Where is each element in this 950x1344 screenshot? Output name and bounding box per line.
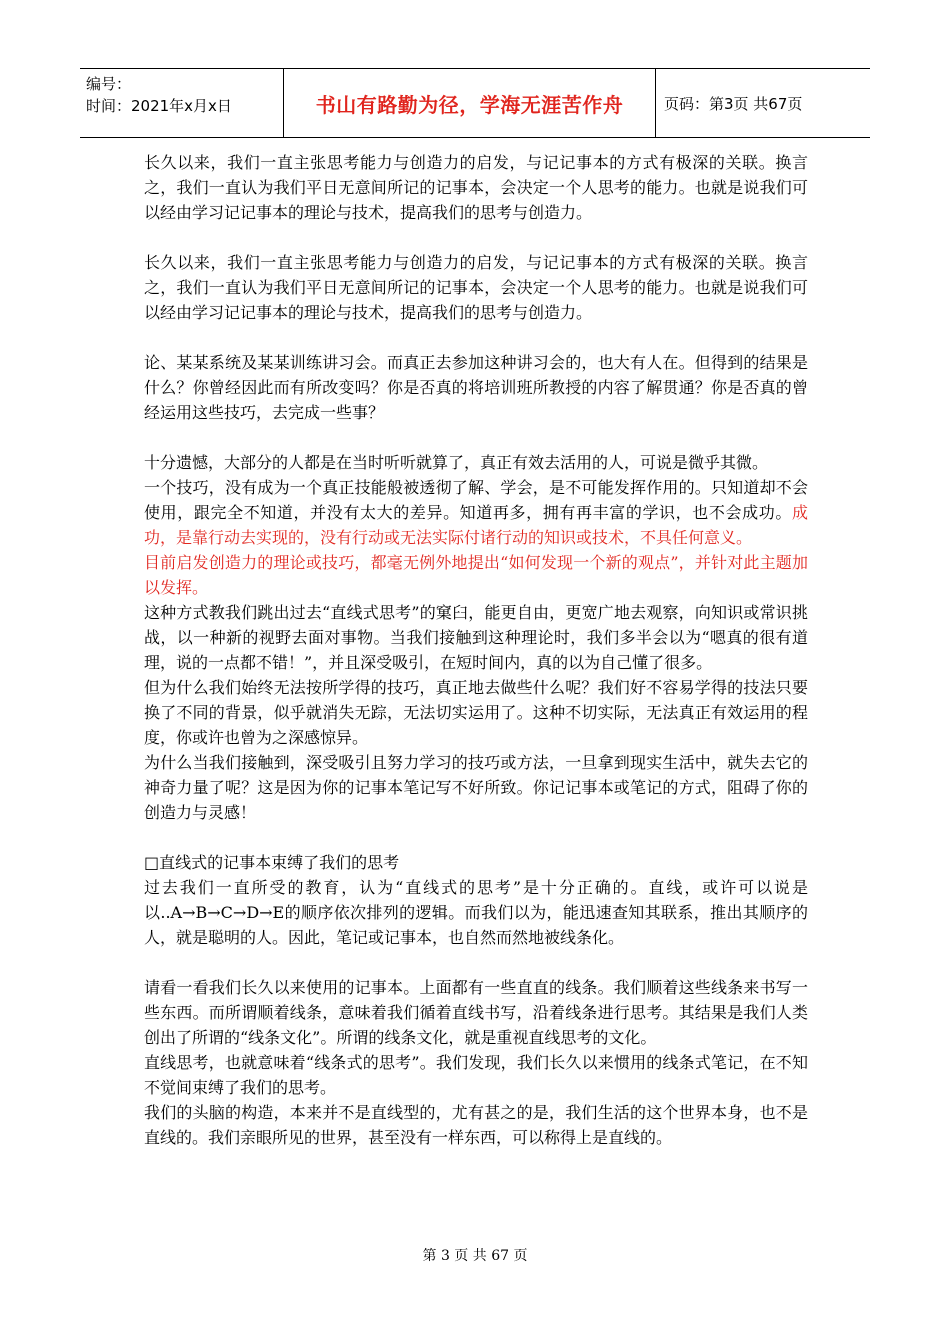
page-footer (0, 1245, 950, 1265)
paragraph: 我们的头脑的构造，本来并不是直线型的，尤有甚之的是，我们生活的这个世界本身，也不是直线的。我们亲眼所见的世界，甚至没有一样东西，可以称得上是直线的。 (144, 1103, 808, 1147)
header-motto-cell (283, 69, 656, 137)
paragraph: 长久以来，我们一直主张思考能力与创造力的启发，与记记事本的方式有极深的关联。换言之，我们一直认为我们平日无意间所记的记事本，会决定一个人思考的能力。也就是说我们可以经由学习记记事本的理论与技术，提高我们的思考与创造力。 (144, 153, 808, 222)
footer-page-number: 第 3 页 共 67 页 (422, 1248, 528, 1264)
paragraph: 这种方式教我们跳出过去“直线式思考”的窠臼，能更自由，更宽广地去观察，向知识或常识挑战，以一种新的视野去面对事物。当我们接触到这种理论时，我们多半会以为“嗯真的很有道理，说的一点都不错！”，并且深受吸引，在短时间内，真的以为自己懂了很多。 (144, 603, 808, 672)
paragraph-gap (144, 950, 808, 975)
page-label: 页码：第3页 共67页 (664, 94, 803, 113)
highlighted-text: 成功，是靠行动去实现的，没有行动或无法实际付诸行动的知识或技术，不具任何意义。 (144, 503, 808, 547)
header-meta (80, 69, 283, 137)
paragraph-gap (144, 325, 808, 350)
paragraph (144, 475, 808, 550)
page-header (80, 68, 870, 138)
motto-text: 书山有路勤为径，学海无涯苦作舟 (315, 92, 624, 117)
paragraph: 请看一看我们长久以来使用的记事本。上面都有一些直直的线条。我们顺着这些线条来书写一些东西。而所谓顺着线条，意味着我们循着直线书写，沿着线条进行思考。其结果是我们人类创出了所谓的“线条文化”。所谓的线条文化，就是重视直线思考的文化。 (144, 978, 808, 1047)
paragraph: 但为什么我们始终无法按所学得的技巧，真正地去做些什么呢？我们好不容易学得的技法只要换了不同的背景，似乎就消失无踪，无法切实运用了。这种不切实际，无法真正有效运用的程度，你或许也曾为之深感惊异。 (144, 678, 808, 747)
paragraph: 过去我们一直所受的教育，认为“直线式的思考”是十分正确的。直线，或许可以说是以..A→B→C→D→E的顺序依次排列的逻辑。而我们以为，能迅速查知其联系，推出其顺序的人，就是聪明的人。因此，笔记或记事本，也自然而然地被线条化。 (144, 878, 808, 947)
section-heading: □直线式的记事本束缚了我们的思考 (144, 853, 400, 872)
paragraph-gap (144, 825, 808, 850)
paragraph: 论、某某系统及某某训练讲习会。而真正去参加这种讲习会的，也大有人在。但得到的结果是什么？你曾经因此而有所改变吗？你是否真的将培训班所教授的内容了解贯通？你是否真的曾经运用这些技巧，去完成一些事？ (144, 353, 808, 422)
paragraph: 直线思考，也就意味着“线条式的思考”。我们发现，我们长久以来惯用的线条式笔记，在不知不觉间束缚了我们的思考。 (144, 1053, 808, 1097)
document-body (144, 150, 808, 1150)
highlighted-paragraph: 目前启发创造力的理论或技巧，都毫无例外地提出“如何发现一个新的观点”，并针对此主题加以发挥。 (144, 553, 808, 597)
paragraph-gap (144, 225, 808, 250)
number-label: 编号： (86, 75, 132, 93)
date-label: 时间：2021年x月x日 (86, 97, 232, 115)
paragraph-text: 一个技巧，没有成为一个真正技能般被透彻了解、学会，是不可能发挥作用的。只知道却不会使用，跟完全不知道，并没有太大的差异。知道再多，拥有再丰富的学识，也不会成功。 (144, 478, 808, 522)
paragraph-gap (144, 425, 808, 450)
paragraph: 长久以来，我们一直主张思考能力与创造力的启发，与记记事本的方式有极深的关联。换言之，我们一直认为我们平日无意间所记的记事本，会决定一个人思考的能力。也就是说我们可以经由学习记记事本的理论与技术，提高我们的思考与创造力。 (144, 253, 808, 322)
paragraph: 十分遗憾，大部分的人都是在当时听听就算了，真正有效去活用的人，可说是微乎其微。 (144, 453, 769, 472)
header-page-cell (656, 69, 870, 137)
paragraph: 为什么当我们接触到，深受吸引且努力学习的技巧或方法，一旦拿到现实生活中，就失去它的神奇力量了呢？这是因为你的记事本笔记写不好所致。你记记事本或笔记的方式，阻碍了你的创造力与灵感！ (144, 753, 808, 822)
